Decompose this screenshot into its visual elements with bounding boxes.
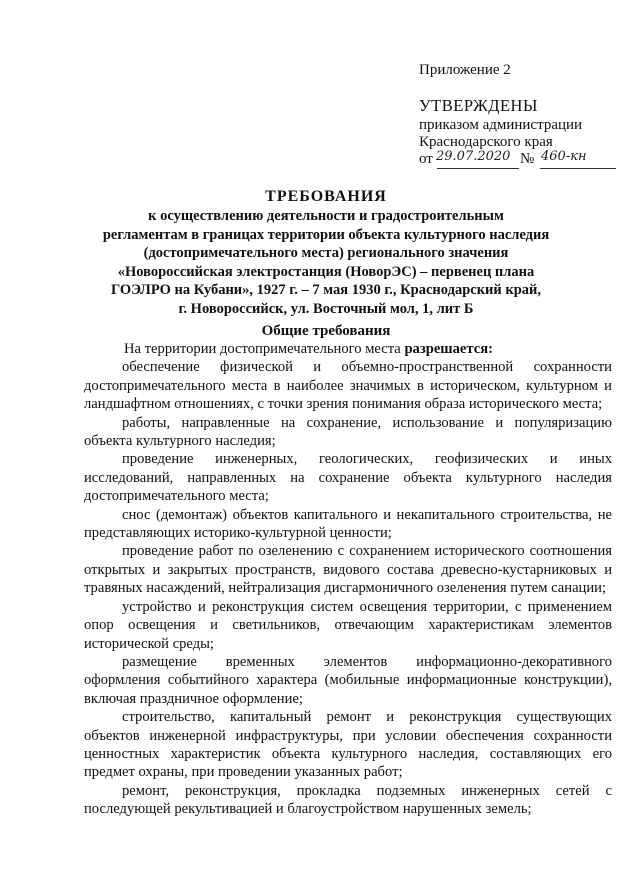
title-line: (достопримечательного места) регионального значения <box>143 245 509 262</box>
requirement-item: строительство, капитальный ремонт и реконструкция существующих объектов инженерной инфраструктуры, при условии обеспечения сохранности ценностных характеристик объекта культурного наследия, составляющих его предмет охраны, при проведении указанных работ; <box>84 709 612 781</box>
section-title: Общие требования <box>261 323 391 339</box>
title-line: к осуществлению деятельности и градостроительным <box>148 208 504 224</box>
title-line: г. Новороссийск, ул. Восточный мол, 1, лит Б <box>178 300 474 317</box>
title-line: «Новороссийская электростанция (НоворЭС) – первенец плана <box>117 263 535 280</box>
requirement-item: снос (демонтаж) объектов капитального и некапитального строительства, не представляющих историко-культурной ценности; <box>84 506 612 542</box>
approved-label: УТВЕРЖДЕНЫ <box>419 96 538 115</box>
requirement-item: ремонт, реконструкция, прокладка подземных инженерных сетей с последующей рекультивацией и благоустройством нарушенных земель; <box>84 782 612 818</box>
date-prefix: от <box>419 151 433 167</box>
order-date-number <box>419 151 619 173</box>
requirement-item: обеспечение физической и объемно-пространственной сохранности достопримечательного места в наиболее значимых в историческом, культурном и ландшафтном отношениях, с точки зрения понимания образа исторического места; <box>84 359 612 413</box>
handwritten-number: 460-кн <box>541 149 587 164</box>
requirement-item: работы, направленные на сохранение, использование и популяризацию объекта культурного наследия; <box>84 414 612 450</box>
order-line-2: Краснодарского края <box>419 134 553 150</box>
requirement-item: устройство и реконструкция систем освещения территории, с применением опор освещения и светильников, отвечающим характеристикам элементов исторической среды; <box>84 598 612 652</box>
number-underline <box>540 168 616 169</box>
number-sign: № <box>520 151 535 167</box>
order-line-1: приказом администрации <box>419 117 583 133</box>
document-title <box>60 187 592 319</box>
handwritten-date: 29.07.2020 <box>436 149 511 164</box>
requirement-item: проведение инженерных, геологических, геофизических и иных исследований, направленных на сохранение объекта культурного наследия достопримечательного места; <box>84 451 612 505</box>
intro-bold: разрешается: <box>404 341 493 357</box>
date-underline <box>437 168 519 169</box>
title-line: ГОЭЛРО на Кубани», 1927 г. – 7 мая 1930 г., Краснодарский край, <box>110 282 542 299</box>
intro-text: На территории достопримечательного места <box>124 341 405 357</box>
title-heading: ТРЕБОВАНИЯ <box>265 188 387 205</box>
requirement-item: проведение работ по озеленению с сохранением исторического соотношения открытых и закрытых пространств, видового состава древесно-кустарниковых и травяных насаждений, нейтрализация дисгармоничного озеленения путем санации; <box>84 543 612 597</box>
requirement-item: размещение временных элементов информационно-декоративного оформления событийного характера (мобильные информационные конструкции), включая праздничное оформление; <box>84 653 612 707</box>
title-line: регламентам в границах территории объекта культурного наследия <box>102 226 550 243</box>
requirements-body <box>84 340 612 819</box>
intro-paragraph <box>84 340 612 358</box>
appendix-label: Приложение 2 <box>419 62 511 78</box>
